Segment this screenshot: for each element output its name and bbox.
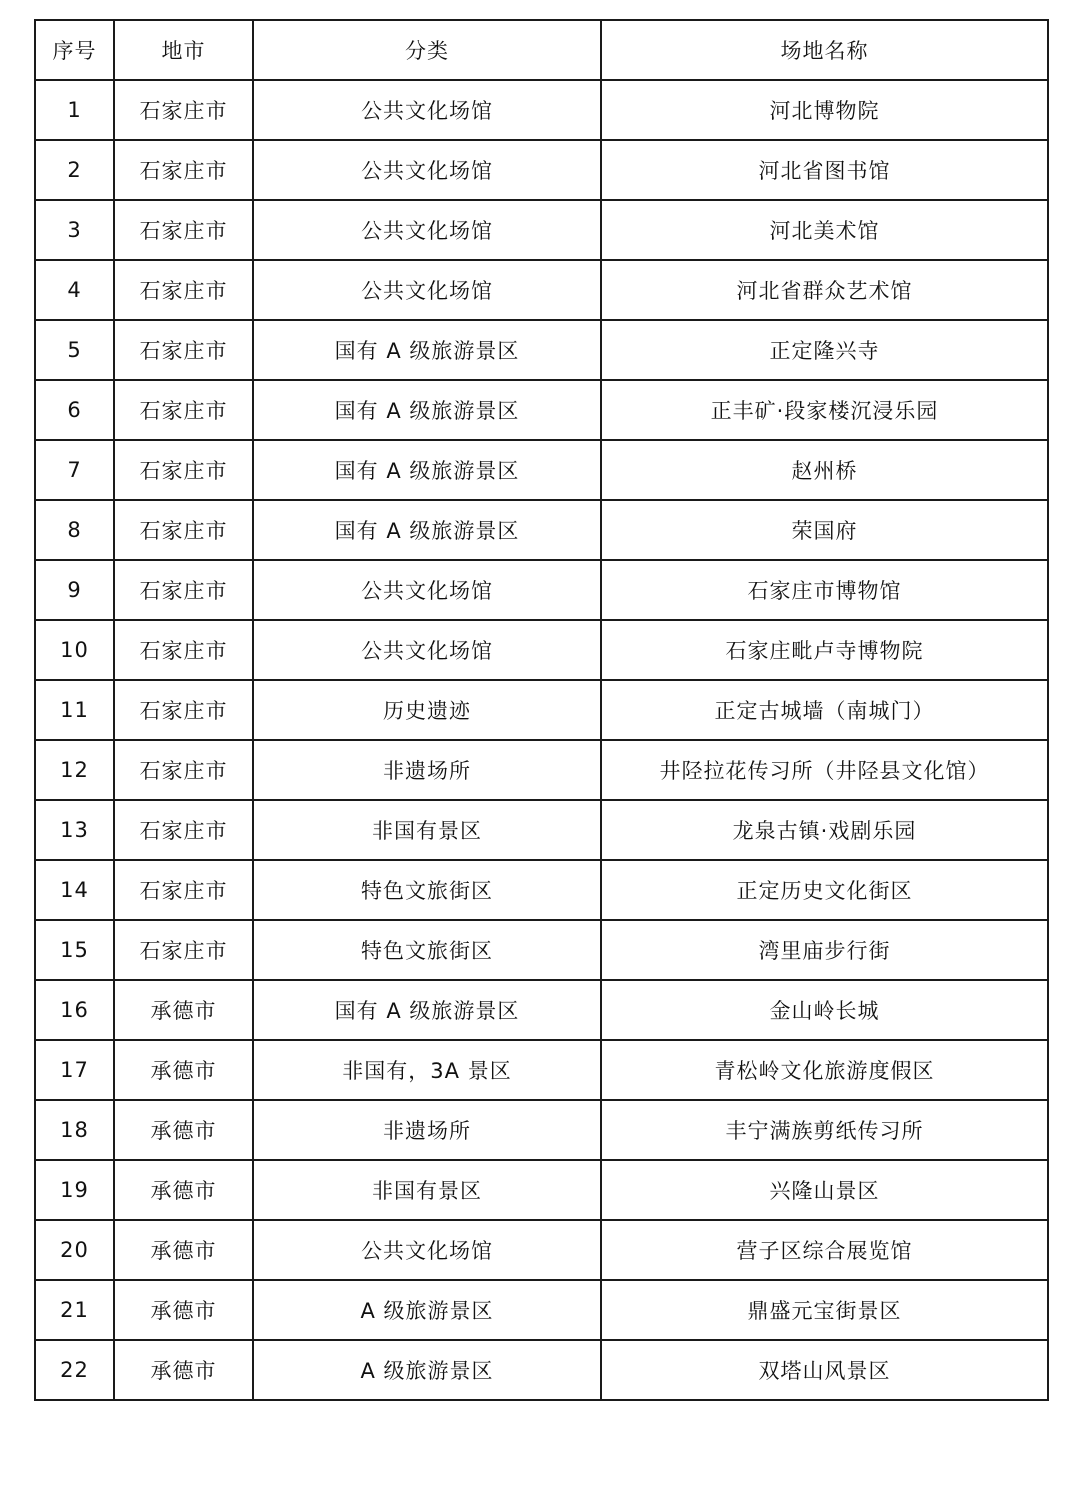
cell-index: 15 [35, 920, 114, 980]
cell-city: 石家庄市 [114, 620, 253, 680]
cell-city: 石家庄市 [114, 860, 253, 920]
cell-city: 承德市 [114, 980, 253, 1040]
cell-venue-name: 河北省群众艺术馆 [601, 260, 1048, 320]
cell-venue-name: 荣国府 [601, 500, 1048, 560]
table-row [35, 560, 1048, 620]
cell-venue-name: 青松岭文化旅游度假区 [601, 1040, 1048, 1100]
cell-venue-name: 龙泉古镇·戏剧乐园 [601, 800, 1048, 860]
cell-venue-name: 河北博物院 [601, 80, 1048, 140]
cell-venue-name: 正定历史文化街区 [601, 860, 1048, 920]
cell-category: 历史遗迹 [253, 680, 601, 740]
table-row [35, 200, 1048, 260]
header-index: 序号 [35, 20, 114, 80]
table-row [35, 1220, 1048, 1280]
cell-category: 国有 A 级旅游景区 [253, 320, 601, 380]
table-row [35, 620, 1048, 680]
cell-city: 石家庄市 [114, 680, 253, 740]
cell-city: 石家庄市 [114, 500, 253, 560]
venue-table [34, 19, 1049, 1401]
cell-index: 4 [35, 260, 114, 320]
cell-venue-name: 正定古城墙（南城门） [601, 680, 1048, 740]
cell-city: 承德市 [114, 1100, 253, 1160]
cell-index: 17 [35, 1040, 114, 1100]
cell-category: 公共文化场馆 [253, 140, 601, 200]
cell-city: 石家庄市 [114, 200, 253, 260]
table-row [35, 320, 1048, 380]
table-body [35, 80, 1048, 1400]
cell-city: 石家庄市 [114, 260, 253, 320]
cell-city: 石家庄市 [114, 320, 253, 380]
table-row [35, 140, 1048, 200]
cell-venue-name: 丰宁满族剪纸传习所 [601, 1100, 1048, 1160]
cell-category: 公共文化场馆 [253, 80, 601, 140]
cell-index: 6 [35, 380, 114, 440]
cell-index: 22 [35, 1340, 114, 1400]
cell-index: 9 [35, 560, 114, 620]
cell-category: 国有 A 级旅游景区 [253, 500, 601, 560]
table-row [35, 1160, 1048, 1220]
cell-city: 承德市 [114, 1340, 253, 1400]
cell-index: 21 [35, 1280, 114, 1340]
table-row [35, 680, 1048, 740]
cell-venue-name: 湾里庙步行街 [601, 920, 1048, 980]
cell-category: 非国有景区 [253, 1160, 601, 1220]
cell-venue-name: 河北省图书馆 [601, 140, 1048, 200]
cell-venue-name: 兴隆山景区 [601, 1160, 1048, 1220]
table-row [35, 1280, 1048, 1340]
cell-index: 12 [35, 740, 114, 800]
cell-venue-name: 正丰矿·段家楼沉浸乐园 [601, 380, 1048, 440]
cell-city: 石家庄市 [114, 560, 253, 620]
cell-category: 公共文化场馆 [253, 260, 601, 320]
table-row [35, 980, 1048, 1040]
cell-index: 19 [35, 1160, 114, 1220]
table-row [35, 440, 1048, 500]
cell-index: 1 [35, 80, 114, 140]
table-row [35, 1040, 1048, 1100]
header-category: 分类 [253, 20, 601, 80]
table-row [35, 80, 1048, 140]
cell-index: 3 [35, 200, 114, 260]
table-row [35, 920, 1048, 980]
cell-venue-name: 营子区综合展览馆 [601, 1220, 1048, 1280]
table-row [35, 800, 1048, 860]
cell-category: 国有 A 级旅游景区 [253, 980, 601, 1040]
cell-venue-name: 赵州桥 [601, 440, 1048, 500]
cell-category: A 级旅游景区 [253, 1280, 601, 1340]
cell-city: 承德市 [114, 1280, 253, 1340]
cell-venue-name: 双塔山风景区 [601, 1340, 1048, 1400]
cell-category: 公共文化场馆 [253, 200, 601, 260]
cell-venue-name: 井陉拉花传习所（井陉县文化馆） [601, 740, 1048, 800]
cell-category: 国有 A 级旅游景区 [253, 440, 601, 500]
table-row [35, 380, 1048, 440]
cell-category: 非国有景区 [253, 800, 601, 860]
cell-city: 石家庄市 [114, 380, 253, 440]
cell-venue-name: 鼎盛元宝街景区 [601, 1280, 1048, 1340]
table-row [35, 260, 1048, 320]
cell-category: 非遗场所 [253, 1100, 601, 1160]
cell-category: 非遗场所 [253, 740, 601, 800]
cell-category: 公共文化场馆 [253, 1220, 601, 1280]
cell-venue-name: 正定隆兴寺 [601, 320, 1048, 380]
cell-index: 7 [35, 440, 114, 500]
cell-city: 石家庄市 [114, 80, 253, 140]
cell-city: 石家庄市 [114, 140, 253, 200]
cell-category: A 级旅游景区 [253, 1340, 601, 1400]
table-row [35, 1340, 1048, 1400]
cell-venue-name: 石家庄市博物馆 [601, 560, 1048, 620]
cell-venue-name: 金山岭长城 [601, 980, 1048, 1040]
cell-index: 2 [35, 140, 114, 200]
cell-city: 承德市 [114, 1040, 253, 1100]
cell-index: 20 [35, 1220, 114, 1280]
table-row [35, 740, 1048, 800]
cell-index: 5 [35, 320, 114, 380]
cell-index: 14 [35, 860, 114, 920]
cell-index: 13 [35, 800, 114, 860]
cell-index: 11 [35, 680, 114, 740]
cell-category: 公共文化场馆 [253, 560, 601, 620]
cell-city: 石家庄市 [114, 440, 253, 500]
cell-index: 18 [35, 1100, 114, 1160]
header-city: 地市 [114, 20, 253, 80]
cell-city: 石家庄市 [114, 800, 253, 860]
cell-category: 公共文化场馆 [253, 620, 601, 680]
cell-category: 非国有，3A 景区 [253, 1040, 601, 1100]
cell-city: 承德市 [114, 1220, 253, 1280]
cell-category: 特色文旅街区 [253, 920, 601, 980]
table-row [35, 1100, 1048, 1160]
header-venue-name: 场地名称 [601, 20, 1048, 80]
cell-index: 16 [35, 980, 114, 1040]
cell-venue-name: 河北美术馆 [601, 200, 1048, 260]
cell-index: 8 [35, 500, 114, 560]
cell-category: 特色文旅街区 [253, 860, 601, 920]
table-header-row [35, 20, 1048, 80]
cell-city: 石家庄市 [114, 740, 253, 800]
table-row [35, 500, 1048, 560]
cell-city: 石家庄市 [114, 920, 253, 980]
cell-index: 10 [35, 620, 114, 680]
cell-category: 国有 A 级旅游景区 [253, 380, 601, 440]
table-row [35, 860, 1048, 920]
cell-venue-name: 石家庄毗卢寺博物院 [601, 620, 1048, 680]
cell-city: 承德市 [114, 1160, 253, 1220]
